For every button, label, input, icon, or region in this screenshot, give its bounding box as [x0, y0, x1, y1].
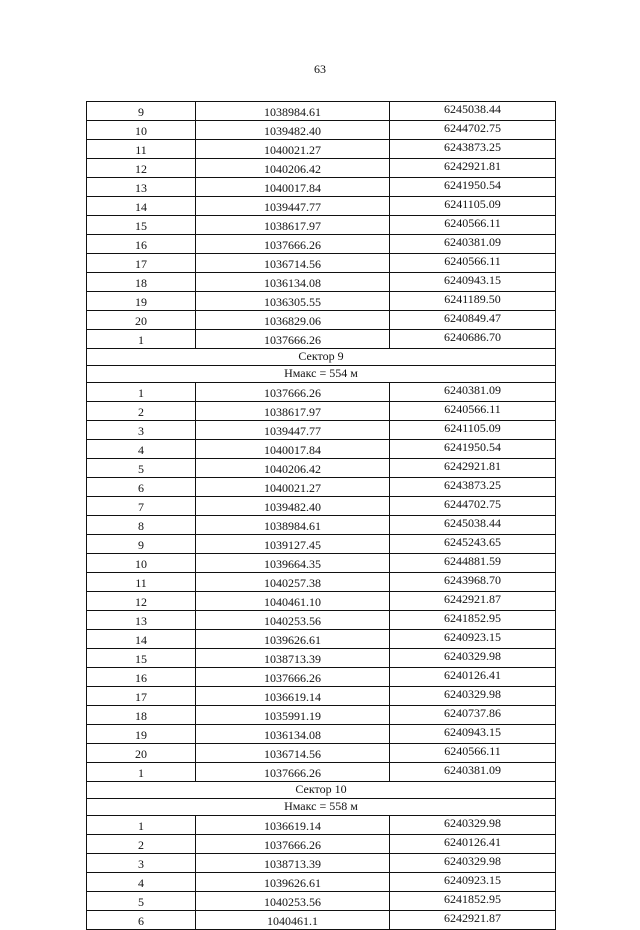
point-number-cell	[87, 892, 196, 911]
table-row	[87, 816, 556, 835]
y-coordinate-value: 6244702.75	[444, 121, 501, 135]
x-coordinate-cell	[196, 140, 390, 159]
page-number: 63	[314, 62, 326, 76]
y-coordinate-value: 6245243.65	[444, 535, 501, 549]
y-coordinate-cell	[390, 835, 556, 854]
point-number-cell	[87, 535, 196, 554]
table-row	[87, 311, 556, 330]
table-row	[87, 649, 556, 668]
table-row	[87, 402, 556, 421]
table-row	[87, 516, 556, 535]
y-coordinate-cell	[390, 402, 556, 421]
x-coordinate-value: 1035991.19	[264, 708, 321, 723]
point-number-value: 15	[135, 652, 147, 666]
y-coordinate-cell	[390, 573, 556, 592]
table-row	[87, 892, 556, 911]
point-number-cell	[87, 478, 196, 497]
x-coordinate-value: 1040253.56	[264, 894, 321, 909]
table-row	[87, 573, 556, 592]
table-row	[87, 197, 556, 216]
point-number-cell	[87, 911, 196, 930]
section-header-text: Нмакс = 558 м	[284, 798, 358, 813]
y-coordinate-value: 6240923.15	[444, 630, 501, 644]
x-coordinate-value: 1037666.26	[264, 385, 321, 400]
y-coordinate-cell	[390, 554, 556, 573]
x-coordinate-value: 1039664.35	[264, 556, 321, 571]
section-header-cell	[87, 366, 556, 383]
x-coordinate-value: 1036714.56	[264, 256, 321, 271]
point-number-cell	[87, 873, 196, 892]
x-coordinate-value: 1037666.26	[264, 765, 321, 780]
coordinates-table	[86, 101, 556, 930]
y-coordinate-cell	[390, 649, 556, 668]
y-coordinate-value: 6241852.95	[444, 892, 501, 906]
y-coordinate-cell	[390, 630, 556, 649]
y-coordinate-cell	[390, 235, 556, 254]
point-number-value: 3	[138, 857, 144, 871]
y-coordinate-value: 6242921.87	[444, 592, 501, 606]
y-coordinate-value: 6240849.47	[444, 311, 501, 325]
x-coordinate-cell	[196, 197, 390, 216]
y-coordinate-cell	[390, 440, 556, 459]
x-coordinate-value: 1036829.06	[264, 313, 321, 328]
point-number-cell	[87, 197, 196, 216]
table-row	[87, 178, 556, 197]
y-coordinate-value: 6240381.09	[444, 235, 501, 249]
table-row	[87, 254, 556, 273]
point-number-value: 16	[135, 238, 147, 252]
point-number-value: 13	[135, 614, 147, 628]
x-coordinate-cell	[196, 178, 390, 197]
table-row	[87, 630, 556, 649]
x-coordinate-cell	[196, 478, 390, 497]
point-number-cell	[87, 178, 196, 197]
y-coordinate-value: 6240566.11	[444, 254, 501, 268]
table-row	[87, 121, 556, 140]
table-row	[87, 159, 556, 178]
point-number-value: 16	[135, 671, 147, 685]
point-number-value: 4	[138, 876, 144, 890]
point-number-value: 9	[138, 105, 144, 119]
point-number-cell	[87, 102, 196, 121]
point-number-cell	[87, 273, 196, 292]
point-number-value: 4	[138, 443, 144, 457]
x-coordinate-cell	[196, 873, 390, 892]
x-coordinate-cell	[196, 816, 390, 835]
point-number-cell	[87, 383, 196, 402]
y-coordinate-cell	[390, 292, 556, 311]
y-coordinate-value: 6242921.81	[444, 459, 501, 473]
point-number-cell	[87, 573, 196, 592]
point-number-cell	[87, 592, 196, 611]
x-coordinate-value: 1038617.97	[264, 218, 321, 233]
x-coordinate-value: 1040021.27	[264, 480, 321, 495]
y-coordinate-value: 6245038.44	[444, 516, 501, 530]
y-coordinate-value: 6243968.70	[444, 573, 501, 587]
y-coordinate-value: 6240566.11	[444, 402, 501, 416]
x-coordinate-cell	[196, 706, 390, 725]
point-number-value: 12	[135, 162, 147, 176]
x-coordinate-cell	[196, 121, 390, 140]
y-coordinate-value: 6240923.15	[444, 873, 501, 887]
x-coordinate-cell	[196, 835, 390, 854]
y-coordinate-cell	[390, 706, 556, 725]
table-row	[87, 911, 556, 930]
section-header-cell	[87, 349, 556, 366]
point-number-value: 9	[138, 538, 144, 552]
table-row	[87, 687, 556, 706]
table-row	[87, 535, 556, 554]
point-number-cell	[87, 421, 196, 440]
y-coordinate-cell	[390, 516, 556, 535]
x-coordinate-cell	[196, 440, 390, 459]
table-row	[87, 554, 556, 573]
point-number-value: 19	[135, 295, 147, 309]
x-coordinate-value: 1038713.39	[264, 856, 321, 871]
x-coordinate-value: 1040257.38	[264, 575, 321, 590]
x-coordinate-cell	[196, 421, 390, 440]
point-number-value: 2	[138, 405, 144, 419]
x-coordinate-value: 1038984.61	[264, 104, 321, 119]
point-number-cell	[87, 554, 196, 573]
x-coordinate-cell	[196, 763, 390, 782]
y-coordinate-cell	[390, 687, 556, 706]
table-row	[87, 497, 556, 516]
y-coordinate-value: 6241189.50	[444, 292, 501, 306]
point-number-cell	[87, 687, 196, 706]
table-row	[87, 440, 556, 459]
y-coordinate-cell	[390, 763, 556, 782]
point-number-cell	[87, 763, 196, 782]
table-row	[87, 383, 556, 402]
x-coordinate-cell	[196, 725, 390, 744]
y-coordinate-value: 6241105.09	[444, 197, 501, 211]
point-number-cell	[87, 649, 196, 668]
y-coordinate-value: 6240381.09	[444, 763, 501, 777]
point-number-cell	[87, 311, 196, 330]
point-number-value: 14	[135, 200, 147, 214]
y-coordinate-cell	[390, 592, 556, 611]
x-coordinate-value: 1039447.77	[264, 423, 321, 438]
x-coordinate-value: 1040253.56	[264, 613, 321, 628]
y-coordinate-value: 6244881.59	[444, 554, 501, 568]
point-number-value: 6	[138, 914, 144, 928]
x-coordinate-cell	[196, 649, 390, 668]
x-coordinate-value: 1040461.10	[264, 594, 321, 609]
x-coordinate-value: 1036305.55	[264, 294, 321, 309]
x-coordinate-value: 1039626.61	[264, 875, 321, 890]
section-header-cell	[87, 799, 556, 816]
point-number-value: 14	[135, 633, 147, 647]
y-coordinate-cell	[390, 611, 556, 630]
section-header-row	[87, 782, 556, 799]
point-number-value: 8	[138, 519, 144, 533]
table-row	[87, 668, 556, 687]
x-coordinate-value: 1040017.84	[264, 180, 321, 195]
table-row	[87, 835, 556, 854]
x-coordinate-value: 1039447.77	[264, 199, 321, 214]
point-number-value: 12	[135, 595, 147, 609]
x-coordinate-cell	[196, 911, 390, 930]
x-coordinate-cell	[196, 611, 390, 630]
table-row	[87, 744, 556, 763]
x-coordinate-cell	[196, 102, 390, 121]
y-coordinate-value: 6240329.98	[444, 854, 501, 868]
y-coordinate-cell	[390, 478, 556, 497]
y-coordinate-cell	[390, 159, 556, 178]
y-coordinate-value: 6242921.81	[444, 159, 501, 173]
y-coordinate-value: 6244702.75	[444, 497, 501, 511]
point-number-cell	[87, 725, 196, 744]
y-coordinate-cell	[390, 873, 556, 892]
y-coordinate-cell	[390, 535, 556, 554]
point-number-cell	[87, 459, 196, 478]
table-row	[87, 478, 556, 497]
point-number-cell	[87, 816, 196, 835]
table-row	[87, 273, 556, 292]
x-coordinate-cell	[196, 330, 390, 349]
x-coordinate-cell	[196, 592, 390, 611]
y-coordinate-cell	[390, 816, 556, 835]
point-number-cell	[87, 611, 196, 630]
x-coordinate-value: 1039127.45	[264, 537, 321, 552]
y-coordinate-cell	[390, 178, 556, 197]
point-number-cell	[87, 330, 196, 349]
y-coordinate-value: 6243873.25	[444, 140, 501, 154]
table-row	[87, 725, 556, 744]
table-row	[87, 592, 556, 611]
point-number-cell	[87, 159, 196, 178]
point-number-cell	[87, 668, 196, 687]
section-header-text: Нмакс = 554 м	[284, 365, 358, 380]
y-coordinate-value: 6241950.54	[444, 178, 501, 192]
point-number-cell	[87, 254, 196, 273]
point-number-value: 20	[135, 747, 147, 761]
y-coordinate-value: 6240686.70	[444, 330, 501, 344]
x-coordinate-value: 1039482.40	[264, 499, 321, 514]
x-coordinate-cell	[196, 535, 390, 554]
point-number-value: 10	[135, 124, 147, 138]
y-coordinate-cell	[390, 102, 556, 121]
y-coordinate-value: 6241105.09	[444, 421, 501, 435]
table-row	[87, 216, 556, 235]
coordinates-table-body	[87, 102, 556, 930]
x-coordinate-cell	[196, 383, 390, 402]
x-coordinate-value: 1036619.14	[264, 818, 321, 833]
point-number-cell	[87, 854, 196, 873]
y-coordinate-cell	[390, 459, 556, 478]
x-coordinate-value: 1038713.39	[264, 651, 321, 666]
point-number-cell	[87, 216, 196, 235]
x-coordinate-value: 1037666.26	[264, 237, 321, 252]
x-coordinate-value: 1039482.40	[264, 123, 321, 138]
y-coordinate-value: 6241950.54	[444, 440, 501, 454]
y-coordinate-value: 6240126.41	[444, 668, 501, 682]
table-row	[87, 235, 556, 254]
y-coordinate-cell	[390, 216, 556, 235]
x-coordinate-value: 1040461.1	[267, 913, 318, 928]
point-number-value: 11	[135, 576, 147, 590]
y-coordinate-value: 6240329.98	[444, 687, 501, 701]
x-coordinate-cell	[196, 402, 390, 421]
y-coordinate-cell	[390, 330, 556, 349]
table-row	[87, 459, 556, 478]
y-coordinate-cell	[390, 311, 556, 330]
point-number-cell	[87, 292, 196, 311]
y-coordinate-value: 6240943.15	[444, 273, 501, 287]
point-number-value: 7	[138, 500, 144, 514]
x-coordinate-cell	[196, 687, 390, 706]
table-row	[87, 611, 556, 630]
table-row	[87, 330, 556, 349]
x-coordinate-value: 1039626.61	[264, 632, 321, 647]
x-coordinate-cell	[196, 892, 390, 911]
x-coordinate-value: 1038984.61	[264, 518, 321, 533]
point-number-value: 5	[138, 895, 144, 909]
x-coordinate-value: 1040206.42	[264, 161, 321, 176]
y-coordinate-cell	[390, 254, 556, 273]
y-coordinate-value: 6245038.44	[444, 102, 501, 116]
x-coordinate-cell	[196, 554, 390, 573]
point-number-value: 2	[138, 838, 144, 852]
table-row	[87, 706, 556, 725]
section-header-row	[87, 366, 556, 383]
section-header-text: Сектор 10	[295, 781, 347, 796]
y-coordinate-value: 6243873.25	[444, 478, 501, 492]
x-coordinate-value: 1037666.26	[264, 670, 321, 685]
x-coordinate-cell	[196, 630, 390, 649]
point-number-value: 18	[135, 276, 147, 290]
x-coordinate-value: 1036714.56	[264, 746, 321, 761]
y-coordinate-cell	[390, 197, 556, 216]
x-coordinate-cell	[196, 311, 390, 330]
y-coordinate-value: 6241852.95	[444, 611, 501, 625]
table-row	[87, 873, 556, 892]
x-coordinate-value: 1038617.97	[264, 404, 321, 419]
x-coordinate-value: 1040021.27	[264, 142, 321, 157]
point-number-cell	[87, 235, 196, 254]
y-coordinate-cell	[390, 497, 556, 516]
x-coordinate-cell	[196, 216, 390, 235]
y-coordinate-value: 6240943.15	[444, 725, 501, 739]
point-number-value: 20	[135, 314, 147, 328]
y-coordinate-cell	[390, 383, 556, 402]
x-coordinate-cell	[196, 516, 390, 535]
x-coordinate-value: 1036134.08	[264, 275, 321, 290]
y-coordinate-cell	[390, 273, 556, 292]
y-coordinate-cell	[390, 725, 556, 744]
y-coordinate-value: 6240329.98	[444, 816, 501, 830]
y-coordinate-value: 6242921.87	[444, 911, 501, 925]
point-number-cell	[87, 516, 196, 535]
table-row	[87, 763, 556, 782]
point-number-value: 15	[135, 219, 147, 233]
x-coordinate-value: 1036619.14	[264, 689, 321, 704]
point-number-cell	[87, 140, 196, 159]
point-number-value: 19	[135, 728, 147, 742]
point-number-value: 18	[135, 709, 147, 723]
y-coordinate-cell	[390, 892, 556, 911]
x-coordinate-cell	[196, 668, 390, 687]
point-number-value: 17	[135, 690, 147, 704]
y-coordinate-value: 6240566.11	[444, 744, 501, 758]
y-coordinate-value: 6240566.11	[444, 216, 501, 230]
point-number-value: 6	[138, 481, 144, 495]
point-number-cell	[87, 706, 196, 725]
x-coordinate-value: 1037666.26	[264, 332, 321, 347]
y-coordinate-value: 6240126.41	[444, 835, 501, 849]
x-coordinate-cell	[196, 235, 390, 254]
x-coordinate-cell	[196, 744, 390, 763]
y-coordinate-cell	[390, 854, 556, 873]
point-number-value: 1	[138, 819, 144, 833]
y-coordinate-cell	[390, 911, 556, 930]
point-number-cell	[87, 497, 196, 516]
x-coordinate-value: 1037666.26	[264, 837, 321, 852]
y-coordinate-cell	[390, 140, 556, 159]
x-coordinate-value: 1040206.42	[264, 461, 321, 476]
x-coordinate-value: 1040017.84	[264, 442, 321, 457]
y-coordinate-value: 6240329.98	[444, 649, 501, 663]
table-row	[87, 292, 556, 311]
point-number-value: 13	[135, 181, 147, 195]
table-row	[87, 421, 556, 440]
point-number-cell	[87, 121, 196, 140]
y-coordinate-cell	[390, 668, 556, 687]
y-coordinate-value: 6240381.09	[444, 383, 501, 397]
point-number-cell	[87, 744, 196, 763]
y-coordinate-value: 6240737.86	[444, 706, 501, 720]
point-number-value: 11	[135, 143, 147, 157]
x-coordinate-cell	[196, 459, 390, 478]
x-coordinate-cell	[196, 292, 390, 311]
point-number-value: 17	[135, 257, 147, 271]
point-number-value: 5	[138, 462, 144, 476]
section-header-row	[87, 799, 556, 816]
point-number-cell	[87, 630, 196, 649]
point-number-value: 1	[138, 766, 144, 780]
y-coordinate-cell	[390, 421, 556, 440]
point-number-cell	[87, 440, 196, 459]
point-number-value: 3	[138, 424, 144, 438]
x-coordinate-cell	[196, 497, 390, 516]
y-coordinate-cell	[390, 744, 556, 763]
x-coordinate-cell	[196, 159, 390, 178]
section-header-text: Сектор 9	[298, 348, 344, 363]
table-row	[87, 102, 556, 121]
y-coordinate-cell	[390, 121, 556, 140]
point-number-value: 1	[138, 386, 144, 400]
point-number-value: 1	[138, 333, 144, 347]
point-number-cell	[87, 402, 196, 421]
point-number-value: 10	[135, 557, 147, 571]
x-coordinate-value: 1036134.08	[264, 727, 321, 742]
table-row	[87, 854, 556, 873]
section-header-row	[87, 349, 556, 366]
x-coordinate-cell	[196, 254, 390, 273]
x-coordinate-cell	[196, 573, 390, 592]
x-coordinate-cell	[196, 273, 390, 292]
x-coordinate-cell	[196, 854, 390, 873]
section-header-cell	[87, 782, 556, 799]
point-number-cell	[87, 835, 196, 854]
table-row	[87, 140, 556, 159]
